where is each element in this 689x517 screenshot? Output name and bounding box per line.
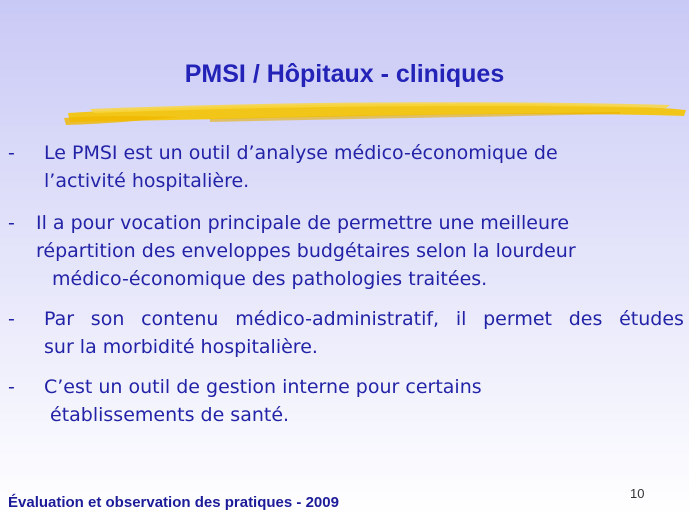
bullet-4-line-1: C’est un outil de gestion interne pour certains bbox=[44, 376, 482, 398]
bullet-marker: - bbox=[8, 142, 15, 164]
bullet-marker: - bbox=[8, 212, 15, 234]
footer-text: Évaluation et observation des pratiques - 2009 bbox=[8, 494, 339, 511]
bullet-2-line-3: médico-économique des pathologies traitées. bbox=[52, 268, 488, 290]
bullet-3-word: médico-administratif, bbox=[235, 308, 440, 330]
bullet-3-word: il bbox=[455, 308, 467, 330]
bullet-3-word: études bbox=[619, 308, 684, 330]
bullet-marker: - bbox=[8, 376, 15, 398]
bullet-2-line-2: répartition des enveloppes budgétaires selon la lourdeur bbox=[36, 240, 576, 262]
bullet-3-word: permet bbox=[483, 308, 552, 330]
page-number: 10 bbox=[630, 486, 645, 501]
bullet-3-line-2: sur la morbidité hospitalière. bbox=[44, 336, 318, 358]
bullet-1-line-2: l’activité hospitalière. bbox=[44, 170, 250, 192]
bullet-3-word: contenu bbox=[141, 308, 219, 330]
bullet-1-line-1: Le PMSI est un outil d’analyse médico-économique de bbox=[44, 142, 558, 164]
highlighter-stroke-tail bbox=[64, 116, 180, 125]
bullet-3-line-1 bbox=[44, 304, 684, 335]
bullet-marker: - bbox=[8, 308, 15, 330]
bullet-3-word: son bbox=[90, 308, 125, 330]
bullet-3-word: des bbox=[568, 308, 603, 330]
bullet-2-line-1: Il a pour vocation principale de permettre une meilleure bbox=[36, 212, 570, 234]
highlighter-stroke-decoration bbox=[60, 95, 689, 129]
slide-title: PMSI / Hôpitaux - cliniques bbox=[184, 60, 505, 88]
bullet-3-word: Par bbox=[44, 308, 75, 330]
bullet-4-line-2: établissements de santé. bbox=[50, 404, 290, 426]
